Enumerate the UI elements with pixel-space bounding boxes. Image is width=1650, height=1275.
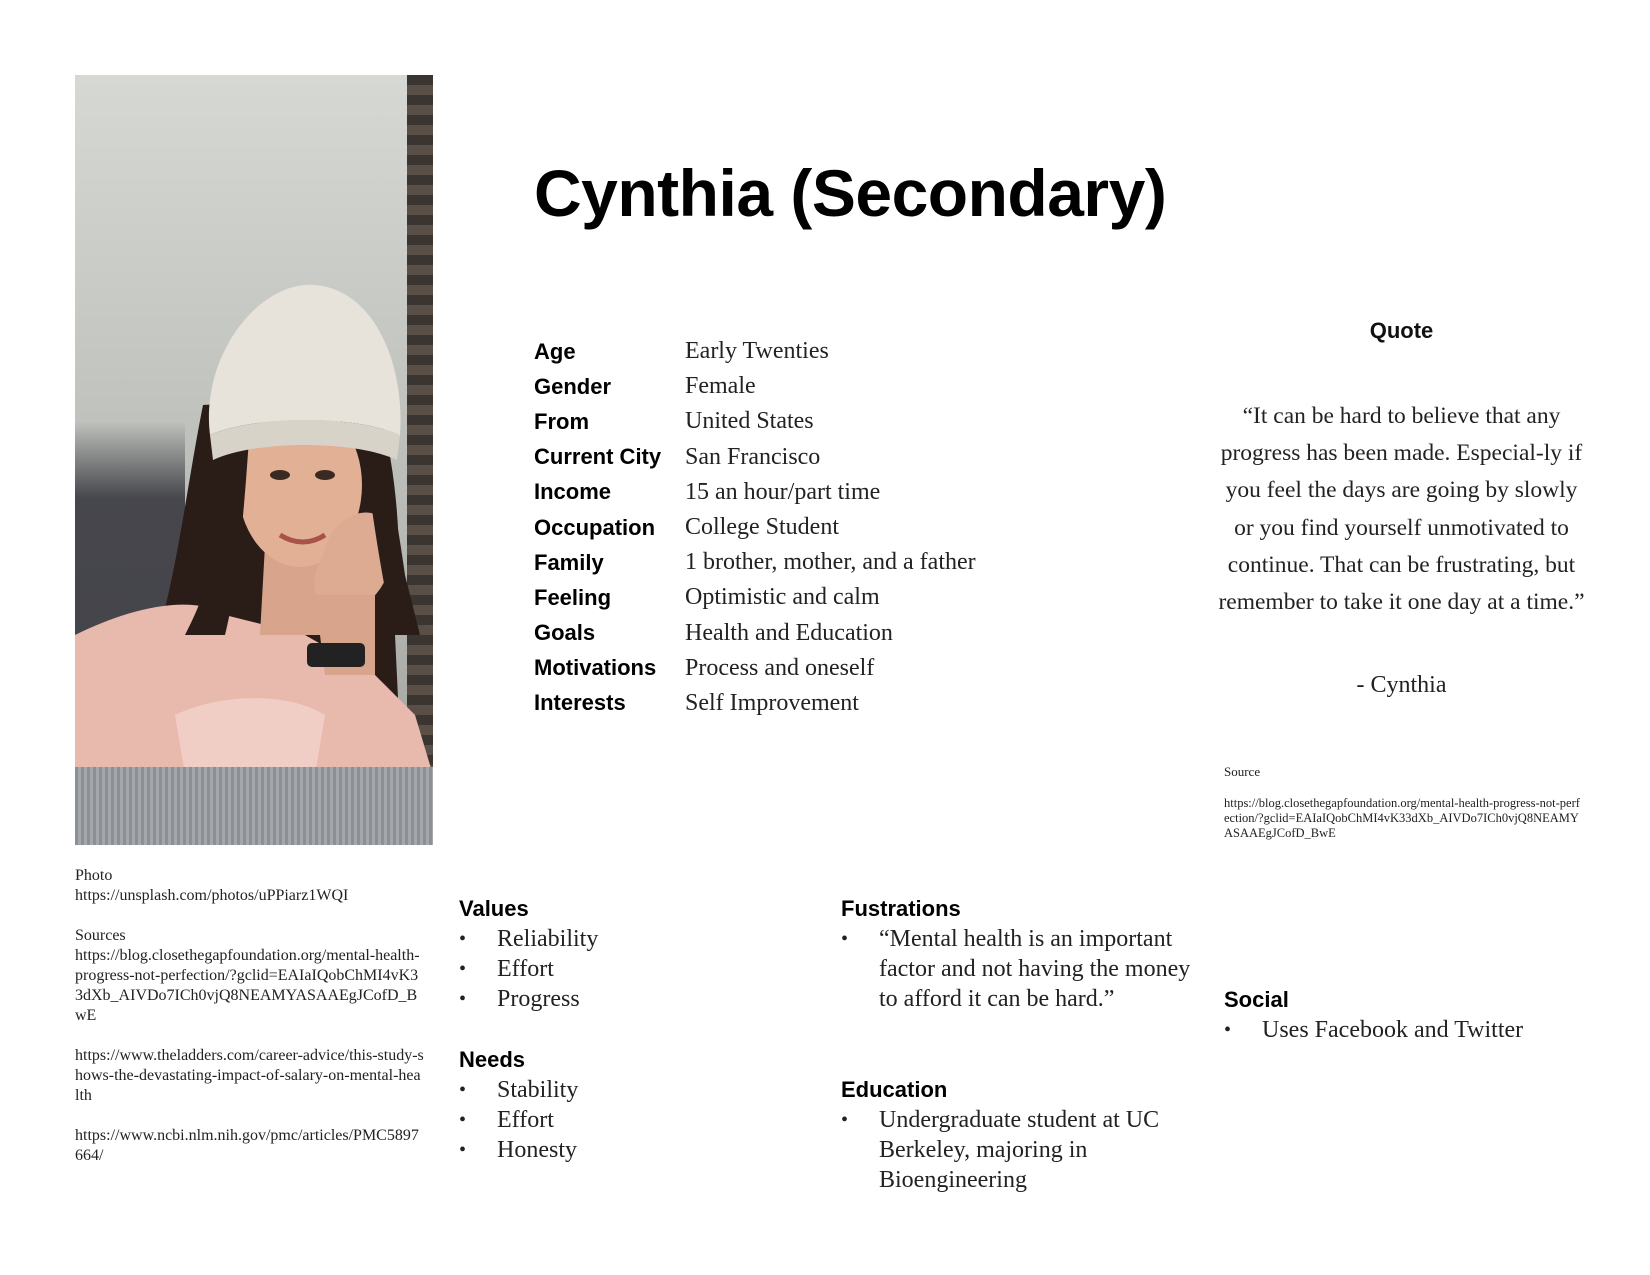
- source-link[interactable]: https://www.theladders.com/career-advice/this-study-shows-the-devastating-impact-of-salary-on-mental-health: [75, 1047, 424, 1104]
- list-item: [459, 984, 779, 1014]
- photo-cushion-shape: [75, 767, 433, 845]
- list-item-text: Effort: [497, 956, 554, 982]
- profile-label: Gender: [534, 373, 612, 399]
- bullet-icon: •: [459, 1079, 467, 1101]
- profile-label: Interests: [534, 690, 626, 716]
- profile-value: 1 brother, mother, and a father: [685, 549, 976, 576]
- list-item-text: Effort: [497, 1107, 554, 1133]
- list-item-text: “Mental health is an important factor and not having the money to afford it can be hard.”: [879, 926, 1191, 1012]
- profile-value: Optimistic and calm: [685, 584, 880, 611]
- profile-row-interests: [534, 686, 976, 721]
- list-item-text: Reliability: [497, 926, 599, 952]
- profile-label: Current City: [534, 444, 662, 470]
- bullet-icon: •: [459, 958, 467, 980]
- profile-row-goals: [534, 616, 976, 651]
- quote-text: “It can be hard to believe that any progress has been made. Especial-ly if you feel the days are going by slowly or you find yourself unmotivated to continue. That can be frustrating, but remember to take it one day at a time.”: [1218, 403, 1585, 616]
- education-list: [841, 1105, 1201, 1195]
- profile-label: Age: [534, 338, 576, 364]
- bullet-icon: •: [459, 928, 467, 950]
- list-item-text: Honesty: [497, 1137, 577, 1163]
- profile-row-gender: [534, 369, 976, 404]
- bullet-icon: •: [1224, 1019, 1232, 1041]
- list-item-text: Progress: [497, 986, 580, 1012]
- social-heading: Social: [1224, 987, 1289, 1012]
- profile-row-occupation: [534, 510, 976, 545]
- profile-label: Income: [534, 479, 612, 505]
- profile-value: Early Twenties: [685, 338, 829, 365]
- list-item-text: Uses Facebook and Twitter: [1262, 1017, 1524, 1043]
- profile-row-from: [534, 404, 976, 439]
- frustrations-list: [841, 924, 1201, 1014]
- persona-portrait-illustration: [75, 75, 433, 845]
- list-item: [841, 924, 1201, 1014]
- profile-row-age: [534, 334, 976, 369]
- list-item: [459, 1105, 779, 1135]
- photo-credit-link[interactable]: https://unsplash.com/photos/uPPiarz1WQI: [75, 887, 349, 904]
- quote-attribution: - Cynthia: [1356, 672, 1447, 698]
- sources-label: Sources: [75, 927, 126, 944]
- profile-value: San Francisco: [685, 443, 821, 470]
- photo-credit-label: Photo: [75, 867, 113, 884]
- persona-photo: [75, 75, 433, 845]
- profile-label: From: [534, 408, 589, 434]
- list-item: [459, 1135, 779, 1165]
- list-item: [841, 1105, 1201, 1195]
- list-item: [459, 924, 779, 954]
- list-item-text: Undergraduate student at UC Berkeley, majoring in Bioengineering: [879, 1107, 1160, 1193]
- needs-list: [459, 1075, 779, 1165]
- source-link[interactable]: https://www.ncbi.nlm.nih.gov/pmc/articles/PMC5897664/: [75, 1127, 419, 1164]
- profile-label: Motivations: [534, 655, 657, 681]
- source-link[interactable]: https://blog.closethegapfoundation.org/mental-health-progress-not-perfection/?gclid=EAIaIQobChMI4vK33dXb_AIVDo7ICh0vjQ8NEAMYASAAEgJCofD_BwE: [75, 947, 420, 1024]
- profile-value: Health and Education: [685, 619, 893, 646]
- values-list: [459, 924, 779, 1014]
- bullet-icon: •: [841, 928, 849, 950]
- profile-value: Self Improvement: [685, 689, 859, 716]
- profile-value: 15 an hour/part time: [685, 478, 881, 505]
- list-item: [1224, 1015, 1604, 1045]
- bullet-icon: •: [459, 988, 467, 1010]
- profile-row-current-city: [534, 440, 976, 475]
- profile-label: Family: [534, 549, 604, 575]
- education-heading: Education: [841, 1077, 948, 1102]
- bullet-icon: •: [459, 1109, 467, 1131]
- quote-heading: Quote: [1369, 318, 1434, 343]
- persona-title: Cynthia (Secondary): [534, 156, 1167, 230]
- bullet-icon: •: [459, 1139, 467, 1161]
- profile-label: Occupation: [534, 514, 656, 540]
- profile-value: Female: [685, 373, 756, 400]
- profile-row-family: [534, 545, 976, 580]
- list-item-text: Stability: [497, 1077, 579, 1103]
- profile-row-feeling: [534, 580, 976, 615]
- bullet-icon: •: [841, 1109, 849, 1131]
- needs-heading: Needs: [459, 1047, 526, 1072]
- profile-value: College Student: [685, 514, 839, 541]
- profile-row-motivations: [534, 651, 976, 686]
- profile-value: Process and oneself: [685, 654, 875, 681]
- list-item: [459, 1075, 779, 1105]
- profile-label: Goals: [534, 620, 596, 646]
- quote-source-link[interactable]: https://blog.closethegapfoundation.org/mental-health-progress-not-perfection/?gclid=EAIaIQobChMI4vK33dXb_AIVDo7ICh0vjQ8NEAMYASAAEgJCofD_BwE: [1224, 796, 1580, 840]
- frustrations-heading: Fustrations: [841, 896, 961, 921]
- profile-value: United States: [685, 408, 814, 435]
- quote-source-label: Source: [1224, 764, 1261, 779]
- profile-row-income: [534, 475, 976, 510]
- list-item: [459, 954, 779, 984]
- values-heading: Values: [459, 896, 529, 921]
- profile-table: [534, 334, 976, 721]
- profile-label: Feeling: [534, 584, 612, 610]
- social-list: [1224, 1015, 1604, 1045]
